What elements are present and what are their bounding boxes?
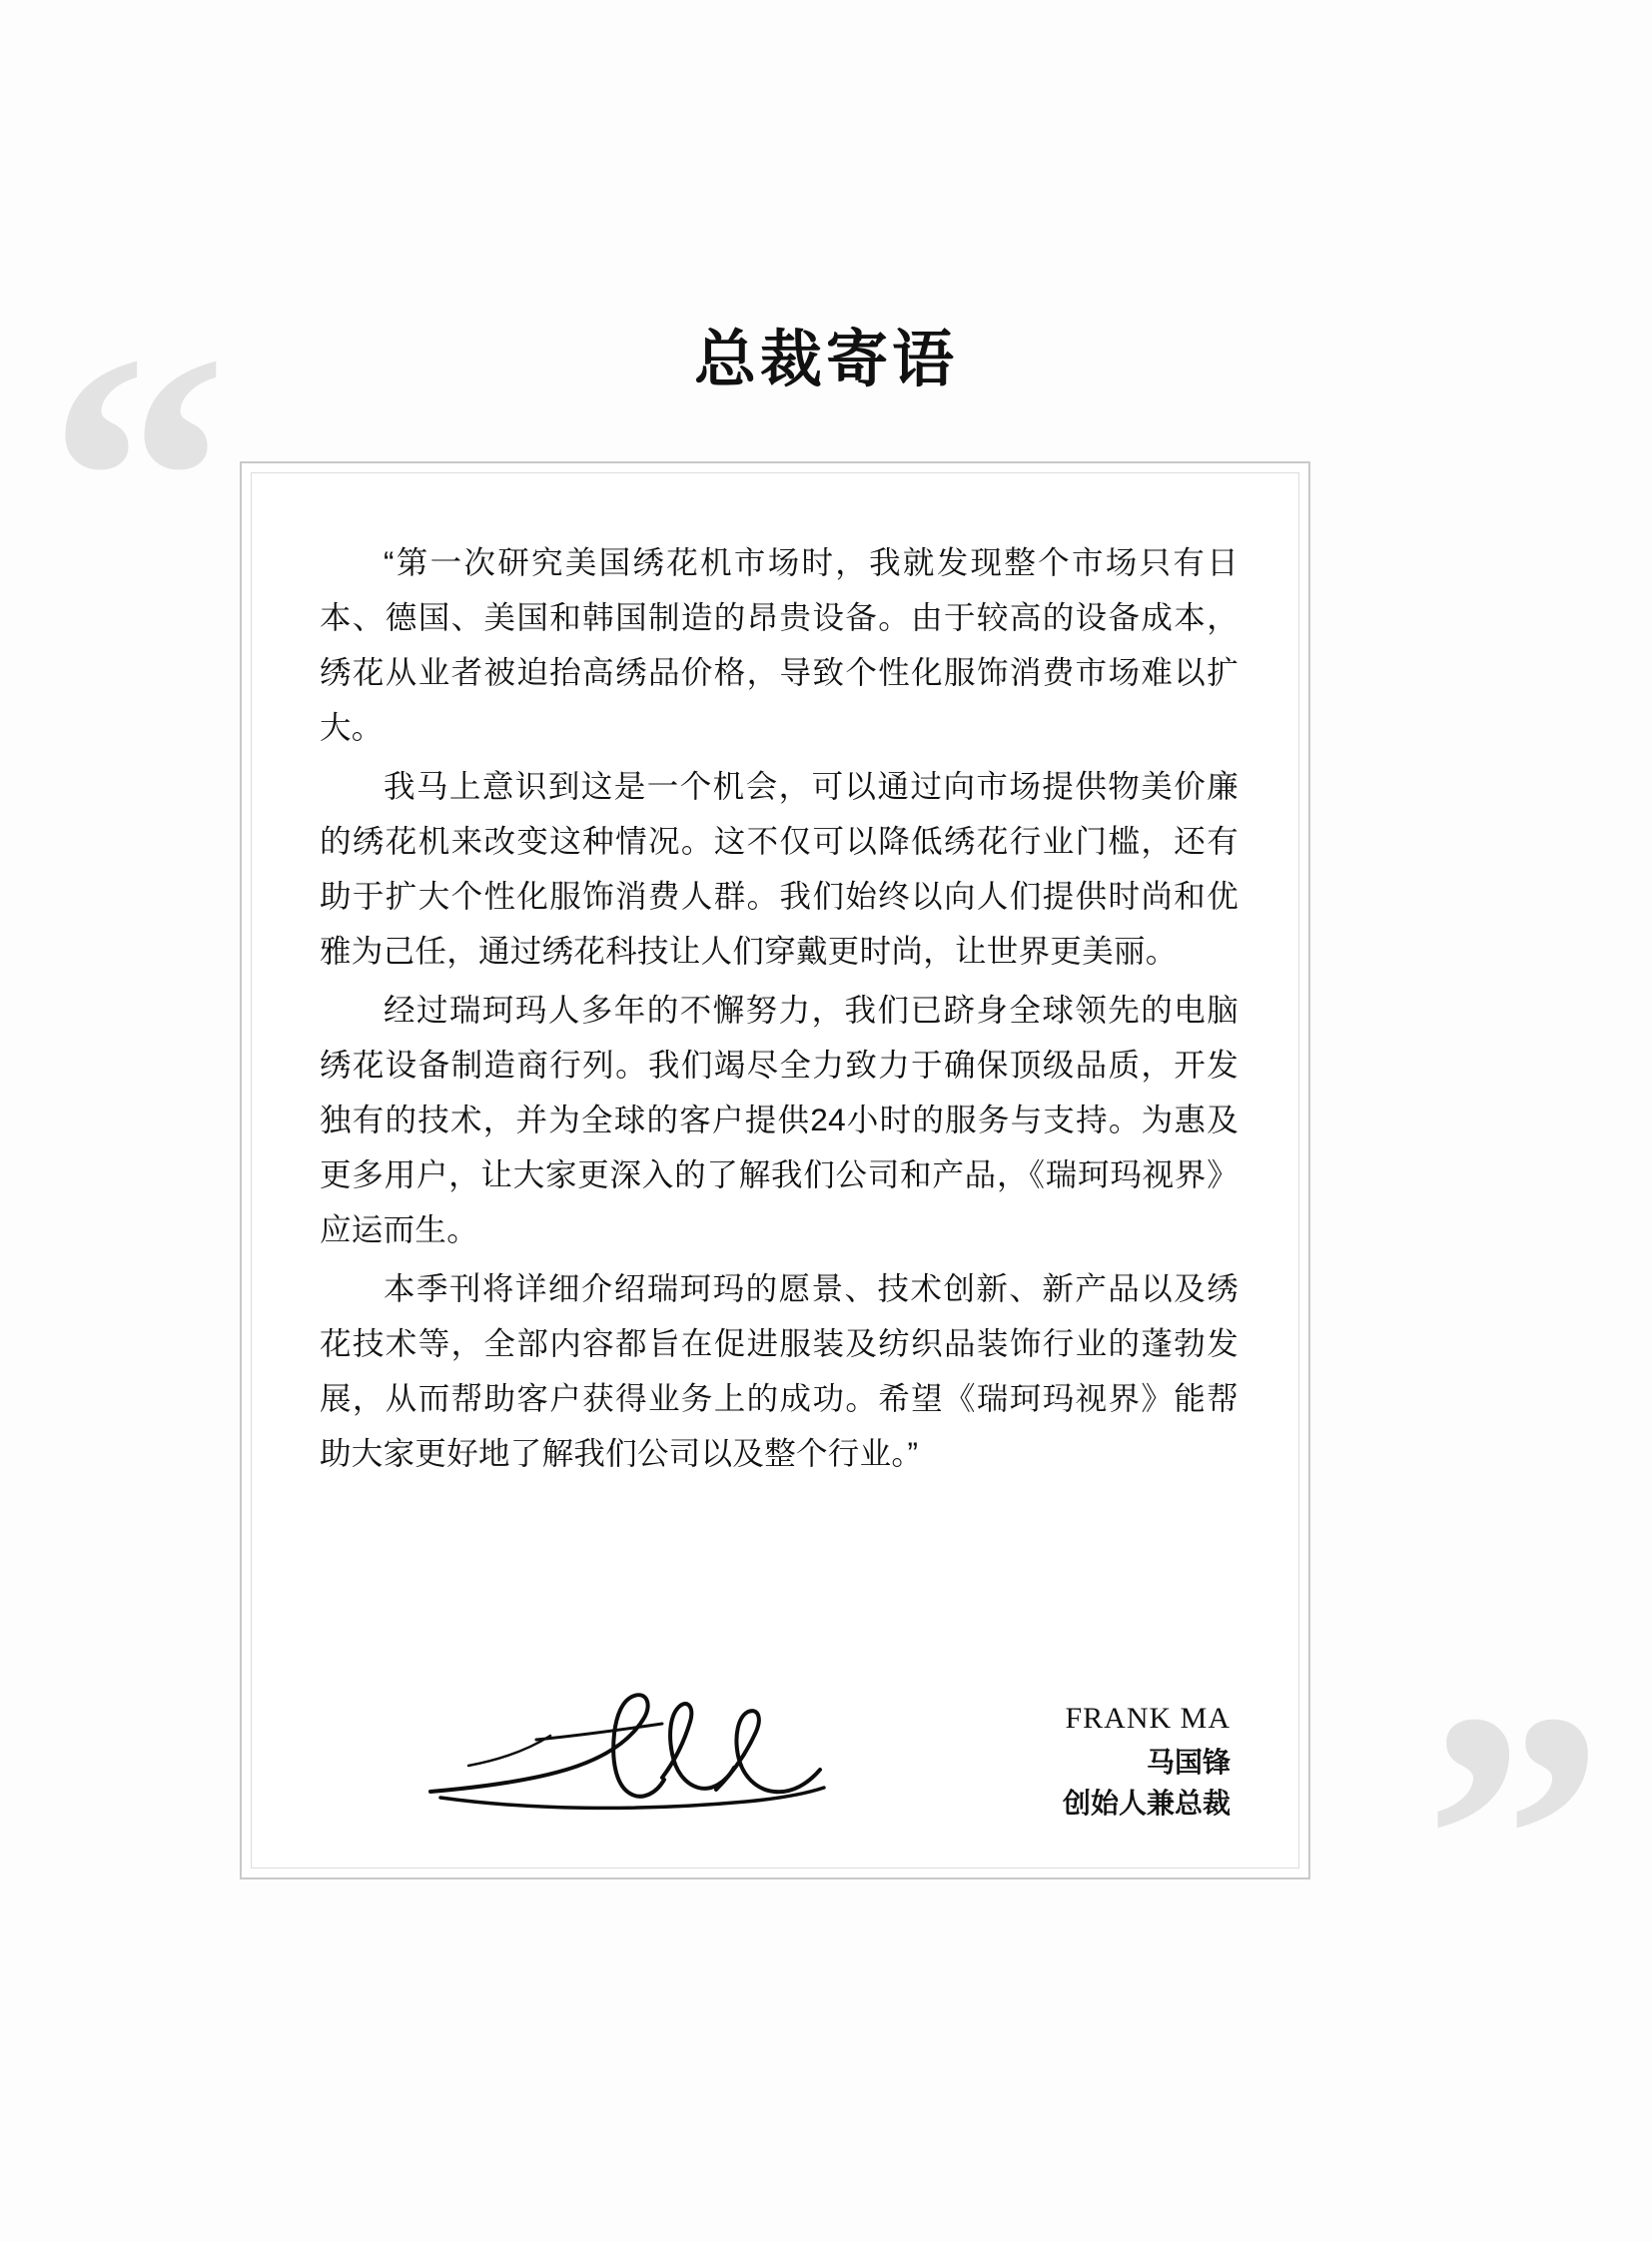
signer-title: 创始人兼总裁 bbox=[1062, 1788, 1231, 1820]
signature-handwriting-icon bbox=[416, 1670, 836, 1820]
signer-name-en: FRANK MA bbox=[1065, 1701, 1231, 1735]
letter-paragraph: “第一次研究美国绣花机市场时，我就发现整个市场只有日本、德国、美国和韩国制造的昂贵设备。由于较高的设备成本，绣花从业者被迫抬高绣品价格，导致个性化服饰消费市场难以扩大。 bbox=[320, 544, 1239, 745]
letter-paragraph: 我马上意识到这是一个机会，可以通过向市场提供物美价廉的绣花机来改变这种情况。这不仅可以降低绣花行业门槛，还有助于扩大个性化服饰消费人群。我们始终以向人们提供时尚和优雅为己任，通过绣花科技让人们穿戴更时尚，让世界更美丽。 bbox=[320, 768, 1239, 969]
letter-frame bbox=[240, 461, 1310, 1879]
letter-body bbox=[320, 535, 1239, 1485]
page-title: 总裁寄语 bbox=[693, 325, 958, 394]
decorative-close-quote-icon: ” bbox=[1424, 1638, 1604, 2036]
signer-block bbox=[1063, 1698, 1231, 1824]
signer-name-cn: 马国锋 bbox=[1146, 1746, 1231, 1778]
letter-paragraph: 本季刊将详细介绍瑞珂玛的愿景、技术创新、新产品以及绣花技术等，全部内容都旨在促进服装及纺织品装饰行业的蓬勃发展，从而帮助客户获得业务上的成功。希望《瑞珂玛视界》能帮助大家更好地了解我们公司以及整个行业。” bbox=[320, 1270, 1239, 1471]
decorative-open-quote-icon: “ bbox=[48, 280, 228, 678]
letter-paragraph: 经过瑞珂玛人多年的不懈努力，我们已跻身全球领先的电脑绣花设备制造商行列。我们竭尽全力致力于确保顶级品质，开发独有的技术，并为全球的客户提供24小时的服务与支持。为惠及更多用户，让大家更深入的了解我们公司和产品，《瑞珂玛视界》应运而生。 bbox=[320, 992, 1239, 1247]
signature-area bbox=[242, 1648, 1308, 1838]
